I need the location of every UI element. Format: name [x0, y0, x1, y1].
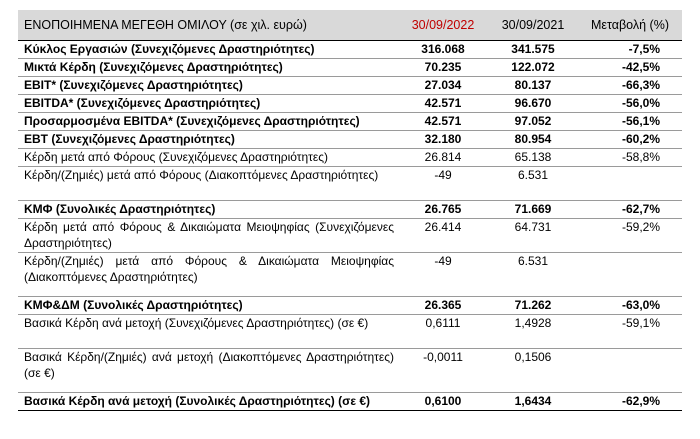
table-row: [18, 218, 682, 252]
table-row: [18, 130, 682, 148]
value-2021: 6.531: [488, 252, 578, 296]
row-label: EBT (Συνεχιζόμενες Δραστηριότητες): [18, 130, 398, 148]
value-2022: 0,6100: [398, 392, 488, 410]
value-2022: -49: [398, 252, 488, 296]
row-label: Κύκλος Εργασιών (Συνεχιζόμενες Δραστηριότητες): [18, 40, 398, 58]
table-row: [18, 40, 682, 58]
row-label: EBIT* (Συνεχιζόμενες Δραστηριότητες): [18, 76, 398, 94]
value-2022: -0,0011: [398, 348, 488, 392]
table-row: [18, 76, 682, 94]
value-change: -63,0%: [578, 296, 682, 314]
value-2022: 42.571: [398, 112, 488, 130]
value-2021: 1,6434: [488, 392, 578, 410]
row-label: EBITDA* (Συνεχιζόμενες Δραστηριότητες): [18, 94, 398, 112]
group-results-table: [18, 10, 682, 411]
value-change: -62,9%: [578, 392, 682, 410]
value-change: -59,1%: [578, 314, 682, 348]
value-change: -66,3%: [578, 76, 682, 94]
value-change: -42,5%: [578, 58, 682, 76]
row-label: Βασικά Κέρδη/(Ζημιές) ανά μετοχή (Διακοπτόμενες Δραστηριότητες) (σε €): [18, 348, 398, 392]
value-2021: 341.575: [488, 40, 578, 58]
table-row: [18, 200, 682, 218]
value-change: [578, 348, 682, 392]
value-2022: 316.068: [398, 40, 488, 58]
value-change: -56,0%: [578, 94, 682, 112]
value-2021: 122.072: [488, 58, 578, 76]
header-2022: 30/09/2022: [398, 10, 488, 40]
value-change: -60,2%: [578, 130, 682, 148]
row-label: Κέρδη μετά από Φόρους & Δικαιώματα Μειοψηφίας (Συνεχιζόμενες Δραστηριότητες): [18, 218, 398, 252]
header-title: ΕΝΟΠΟΙΗΜΕΝΑ ΜΕΓΕΘΗ ΟΜΙΛΟΥ (σε χιλ. ευρώ): [18, 10, 398, 40]
value-2021: 80.954: [488, 130, 578, 148]
table-row: [18, 148, 682, 166]
value-2021: 71.669: [488, 200, 578, 218]
row-label: Κέρδη/(Ζημιές) μετά από Φόρους (Διακοπτόμενες Δραστηριότητες): [18, 166, 398, 200]
value-2022: 27.034: [398, 76, 488, 94]
value-2021: 1,4928: [488, 314, 578, 348]
value-change: [578, 252, 682, 296]
value-2021: 97.052: [488, 112, 578, 130]
value-2022: 26.814: [398, 148, 488, 166]
row-label: Κέρδη/(Ζημιές) μετά από Φόρους & Δικαιώματα Μειοψηφίας (Διακοπτόμενες Δραστηριότητες): [18, 252, 398, 296]
table-header-row: [18, 10, 682, 40]
row-label: Προσαρμοσμένα EBITDA* (Συνεχιζόμενες Δραστηριότητες): [18, 112, 398, 130]
row-label: Κέρδη μετά από Φόρους (Συνεχιζόμενες Δραστηριότητες): [18, 148, 398, 166]
value-2021: 65.138: [488, 148, 578, 166]
value-2021: 71.262: [488, 296, 578, 314]
value-2022: 26.765: [398, 200, 488, 218]
value-2021: 64.731: [488, 218, 578, 252]
table-row: [18, 296, 682, 314]
value-2021: 0,1506: [488, 348, 578, 392]
value-2022: 0,6111: [398, 314, 488, 348]
table-row: [18, 314, 682, 348]
table-row: [18, 94, 682, 112]
table-row: [18, 112, 682, 130]
row-label: Μικτά Κέρδη (Συνεχιζόμενες Δραστηριότητες): [18, 58, 398, 76]
value-change: -56,1%: [578, 112, 682, 130]
table-row: [18, 252, 682, 296]
header-2021: 30/09/2021: [488, 10, 578, 40]
value-change: [578, 166, 682, 200]
value-2022: 26.414: [398, 218, 488, 252]
table-row: [18, 166, 682, 200]
value-2022: 42.571: [398, 94, 488, 112]
value-2021: 6.531: [488, 166, 578, 200]
value-2021: 96.670: [488, 94, 578, 112]
row-label: Βασικά Κέρδη ανά μετοχή (Συνεχιζόμενες Δραστηριότητες) (σε €): [18, 314, 398, 348]
value-change: -59,2%: [578, 218, 682, 252]
table-row: [18, 392, 682, 410]
table-row: [18, 58, 682, 76]
value-2022: 32.180: [398, 130, 488, 148]
table-row: [18, 348, 682, 392]
row-label: Βασικά Κέρδη ανά μετοχή (Συνολικές Δραστηριότητες) (σε €): [18, 392, 398, 410]
value-2022: 70.235: [398, 58, 488, 76]
header-change: Μεταβολή (%): [578, 10, 682, 40]
row-label: ΚΜΦ (Συνολικές Δραστηριότητες): [18, 200, 398, 218]
row-label: ΚΜΦ&ΔΜ (Συνολικές Δραστηριότητες): [18, 296, 398, 314]
value-2021: 80.137: [488, 76, 578, 94]
value-2022: -49: [398, 166, 488, 200]
value-change: -62,7%: [578, 200, 682, 218]
value-2022: 26.365: [398, 296, 488, 314]
value-change: -7,5%: [578, 40, 682, 58]
value-change: -58,8%: [578, 148, 682, 166]
